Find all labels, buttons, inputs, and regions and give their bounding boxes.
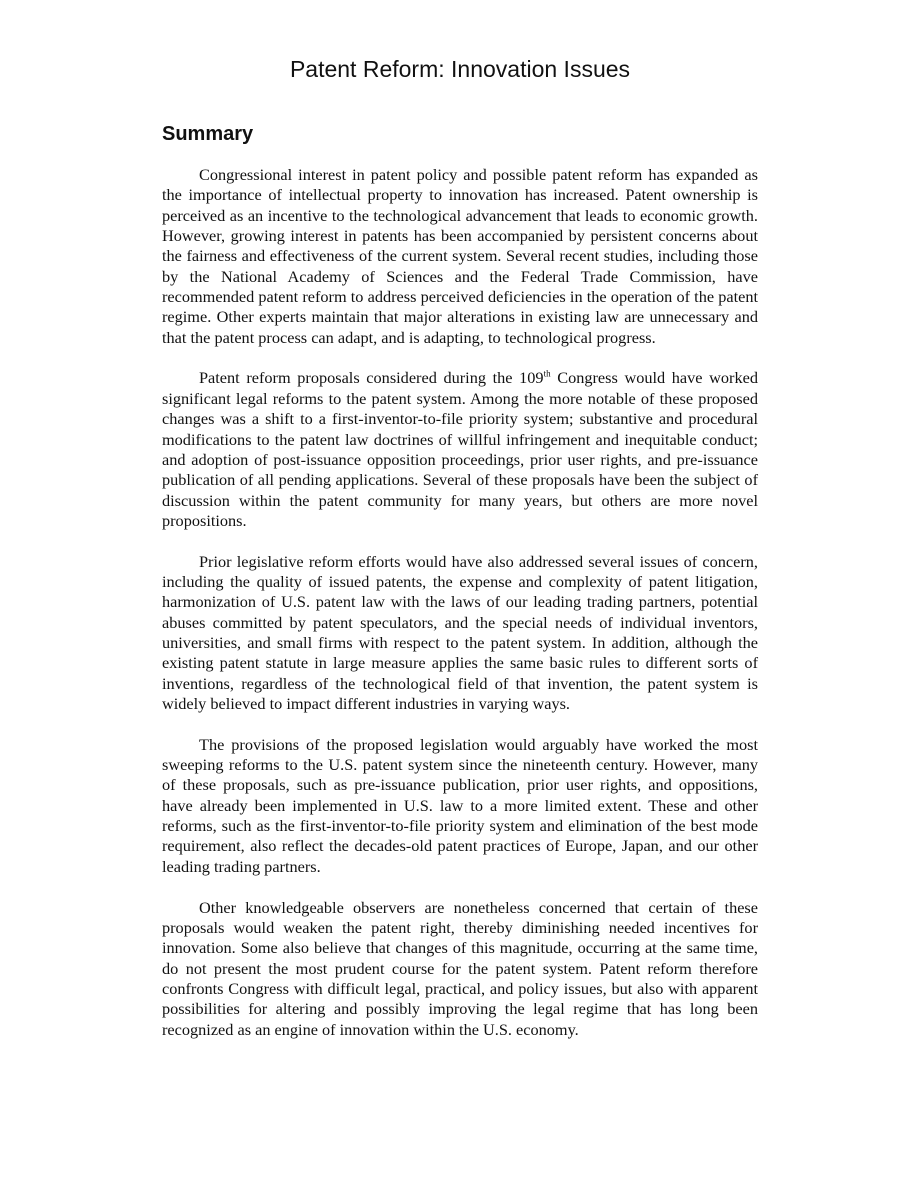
paragraph-5: Other knowledgeable observers are nonetheless concerned that certain of these proposals would weaken the patent right, thereby diminishing needed incentives for innovation. Some also believe that changes of this magnitude, occurring at the same time, do not present the most prudent course for the patent system. Patent reform therefore confronts Congress with difficult legal, practical, and policy issues, but also with apparent possibilities for altering and possibly improving the legal regime that has long been recognized as an engine of innovation within the U.S. economy. — [162, 897, 758, 1039]
document-title: Patent Reform: Innovation Issues — [289, 56, 631, 82]
paragraph-4: The provisions of the proposed legislation would arguably have worked the most sweeping reforms to the U.S. patent system since the nineteenth century. However, many of these proposals, such as pre-issuance publication, prior user rights, and oppositions, have already been implemented in U.S. law to a more limited extent. These and other reforms, such as the first-inventor-to-file priority system and elimination of the best mode requirement, also reflect the decades-old patent practices of Europe, Japan, and our other leading trading partners. — [162, 734, 758, 876]
ordinal-suffix: th — [543, 369, 551, 380]
paragraph-3: Prior legislative reform efforts would have also addressed several issues of concern, including the quality of issued patents, the expense and complexity of patent litigation, harmonization of U.S. patent law with the laws of our leading trading partners, potential abuses committed by patent speculators, and the special needs of individual inventors, universities, and small firms with respect to the patent system. In addition, although the existing patent statute in large measure applies the same basic rules to different sorts of inventions, regardless of the technological field of that invention, the patent system is widely believed to impact different industries in varying ways. — [162, 551, 758, 714]
paragraph-2 — [162, 368, 758, 531]
summary-body — [162, 165, 758, 1060]
paragraph-1: Congressional interest in patent policy and possible patent reform has expanded as the importance of intellectual property to innovation has increased. Patent ownership is perceived as an incentive to the technological advancement that leads to economic growth. However, growing interest in patents has been accompanied by persistent concerns about the fairness and effectiveness of the current system. Several recent studies, including those by the National Academy of Sciences and the Federal Trade Commission, have recommended patent reform to address perceived deficiencies in the operation of the patent regime. Other experts maintain that major alterations in existing law are unnecessary and that the patent process can adapt, and is adapting, to technological progress. — [162, 165, 758, 347]
section-heading: Summary — [162, 123, 254, 145]
paragraph-2-text-after: Congress would have worked significant legal reforms to the patent system. Among the more notable of these proposed changes was a shift to a first-inventor-to-file priority system; substantive and procedural modifications to the patent law doctrines of willful infringement and inequitable conduct; and adoption of post-issuance opposition proceedings, prior user rights, and pre-issuance publication of all pending applications. Several of these proposals have been the subject of discussion within the patent community for many years, but others are more novel propositions. — [162, 368, 758, 530]
paragraph-2-text-before: Patent reform proposals considered during the 109 — [199, 368, 544, 388]
